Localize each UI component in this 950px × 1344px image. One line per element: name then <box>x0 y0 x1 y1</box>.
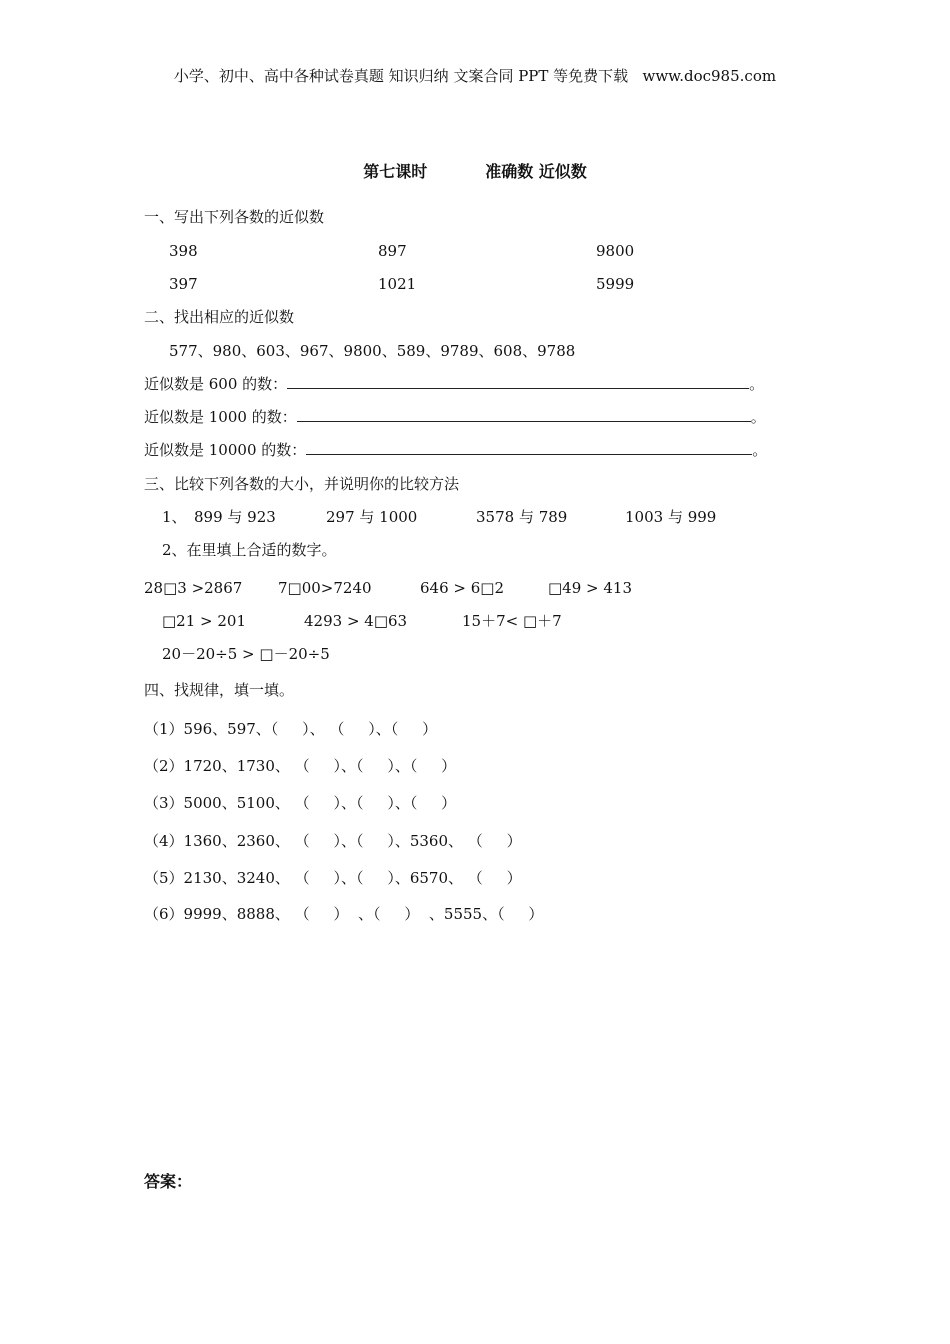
compare-pair: 899 与 923 <box>194 508 276 526</box>
end-mark: 。 <box>749 375 765 393</box>
compare-pair: 1003 与 999 <box>625 508 717 526</box>
end-mark: 。 <box>750 408 766 426</box>
fill-digit-problem: 7□00>7240 <box>278 579 372 597</box>
fill-digit-problem: 28□3 >2867 <box>144 579 243 597</box>
page-header: 小学、初中、高中各种试卷真题 知识归纳 文案合同 PPT 等免费下载 www.doc985.com <box>173 67 777 85</box>
fill-digit-problem: 4293 > 4□63 <box>304 612 408 630</box>
number-cell: 5999 <box>596 275 635 293</box>
section3-heading: 三、比较下列各数的大小，并说明你的比较方法 <box>144 475 460 493</box>
question-label: 近似数是 10000 的数： <box>144 441 307 459</box>
number-cell: 9800 <box>596 242 635 260</box>
question-approx-600 <box>144 374 764 394</box>
fill-digit-problem: □21 > 201 <box>162 612 246 630</box>
pattern-item: （1）596、597、（ ）、 （ ）、（ ） <box>144 720 438 738</box>
item2-label: 2、在里填上合适的数字。 <box>162 541 337 559</box>
question-approx-1000 <box>144 407 766 427</box>
number-cell: 1021 <box>378 275 417 293</box>
pattern-item: （5）2130、3240、 （ ）、（ ）、6570、 （ ） <box>144 869 522 887</box>
answer-blank[interactable] <box>306 454 752 455</box>
number-cell: 398 <box>169 242 198 260</box>
number-cell: 897 <box>378 242 407 260</box>
number-list: 577、980、603、967、9800、589、9789、608、9788 <box>169 342 576 360</box>
fill-digit-problem: 646 > 6□2 <box>420 579 504 597</box>
section1-heading: 一、写出下列各数的近似数 <box>144 208 325 226</box>
pattern-item: （3）5000、5100、 （ ）、（ ）、（ ） <box>144 794 457 812</box>
pattern-item: （6）9999、8888、 （ ） 、（ ） 、5555、（ ） <box>144 905 544 923</box>
compare-pair: 297 与 1000 <box>326 508 418 526</box>
number-cell: 397 <box>169 275 198 293</box>
answer-label: 答案： <box>144 1172 193 1191</box>
question-label: 近似数是 1000 的数： <box>144 408 297 426</box>
section2-heading: 二、找出相应的近似数 <box>144 308 295 326</box>
fill-digit-problem: 15＋7< □＋7 <box>462 612 562 630</box>
question-label: 近似数是 600 的数： <box>144 375 288 393</box>
lesson-topic: 准确数 近似数 <box>485 162 587 181</box>
item1-label: 1、 <box>162 508 187 526</box>
pattern-item: （2）1720、1730、 （ ）、（ ）、（ ） <box>144 757 457 775</box>
compare-pair: 3578 与 789 <box>476 508 568 526</box>
answer-blank[interactable] <box>297 421 751 422</box>
end-mark: 。 <box>752 441 768 459</box>
answer-blank[interactable] <box>287 388 749 389</box>
fill-digit-problem: 20－20÷5 > □－20÷5 <box>162 645 330 663</box>
pattern-item: （4）1360、2360、 （ ）、（ ）、5360、 （ ） <box>144 832 522 850</box>
section4-heading: 四、找规律，填一填。 <box>144 681 295 699</box>
question-approx-10000 <box>144 440 767 460</box>
page-title <box>0 162 950 182</box>
fill-digit-problem: □49 > 413 <box>548 579 632 597</box>
lesson-label: 第七课时 <box>363 162 428 181</box>
